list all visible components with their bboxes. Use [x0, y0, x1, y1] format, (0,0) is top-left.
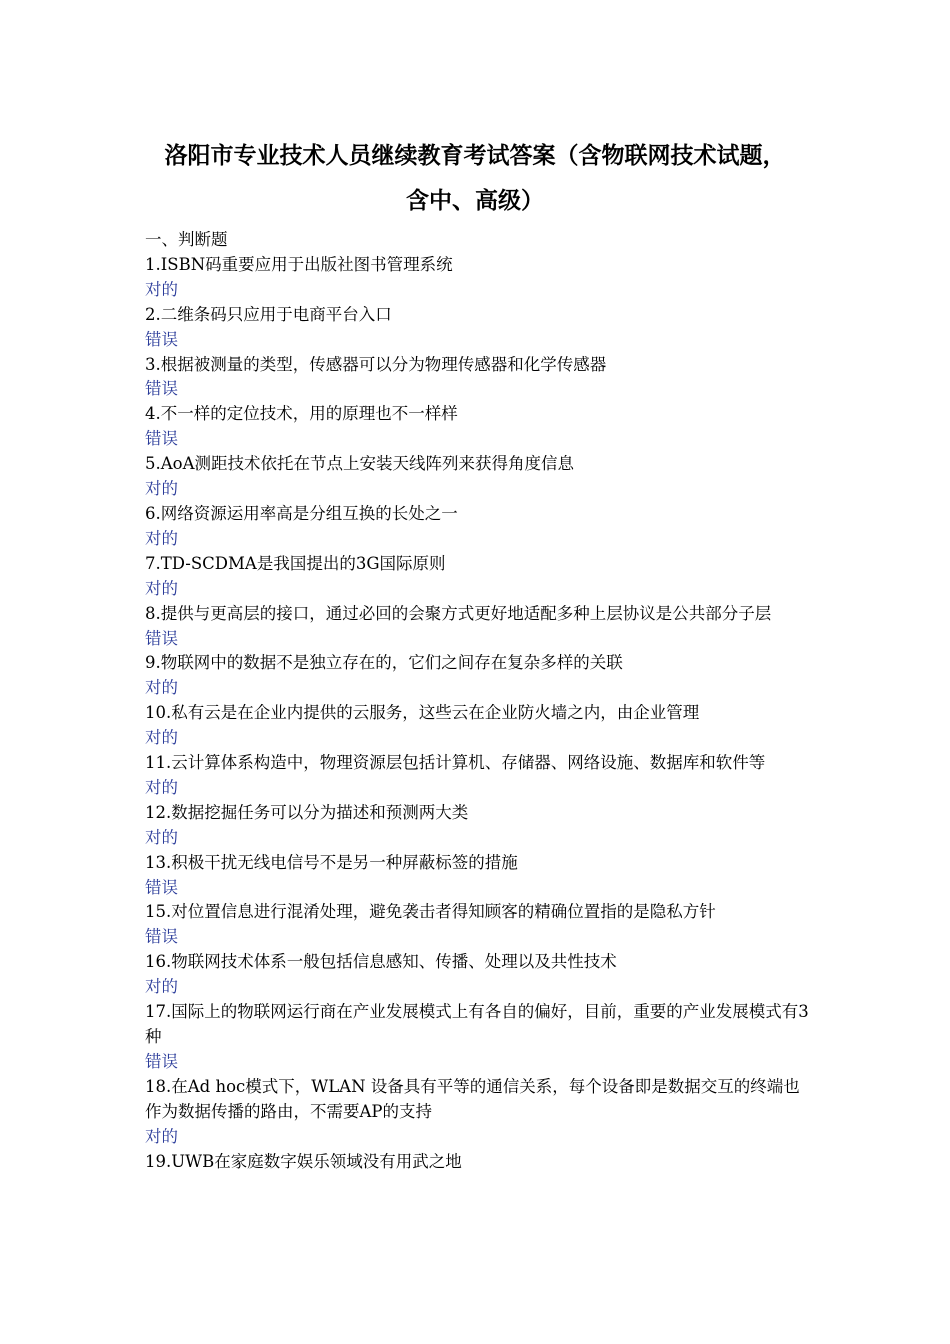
answer-text: 对的: [145, 279, 178, 299]
answer-text: 错误: [145, 628, 178, 648]
question-text: 5.AoA测距技术依托在节点上安装天线阵列来获得角度信息: [145, 454, 575, 474]
answer-text: 对的: [145, 728, 178, 748]
question-text: 9.物联网中的数据不是独立存在的，它们之间存在复杂多样的关联: [145, 653, 623, 673]
question-text: 13.积极干扰无线电信号不是另一种屏蔽标签的措施: [145, 852, 518, 872]
question-text: 4.不一样的定位技术，用的原理也不一样样: [145, 404, 458, 424]
question-text: 2.二维条码只应用于电商平台入口: [145, 304, 392, 324]
answer-text: 对的: [145, 977, 178, 997]
question-text: 6.网络资源运用率高是分组互换的长处之一: [145, 503, 458, 523]
question-text: 7.TD-SCDMA是我国提出的3G国际原则: [145, 553, 446, 573]
answer-text: 对的: [145, 678, 178, 698]
section-heading: 一、判断题: [145, 230, 228, 249]
question-text: 19.UWB在家庭数字娱乐领域没有用武之地: [145, 1151, 462, 1171]
question-text: 10.私有云是在企业内提供的云服务，这些云在企业防火墙之内，由企业管理: [145, 703, 700, 723]
question-list: [145, 228, 810, 1174]
answer-text: 错误: [145, 1051, 178, 1071]
answer-text: 对的: [145, 777, 178, 797]
answer-text: 错误: [145, 877, 178, 897]
answer-text: 对的: [145, 528, 178, 548]
answer-text: 对的: [145, 578, 178, 598]
question-text: 12.数据挖掘任务可以分为描述和预测两大类: [145, 802, 469, 822]
answer-text: 对的: [145, 827, 178, 847]
question-text: 11.云计算体系构造中，物理资源层包括计算机、存储器、网络设施、数据库和软件等: [145, 753, 766, 773]
question-text: 18.在Ad hoc模式下，WLAN 设备具有平等的通信关系，每个设备即是数据交互的终端也作为数据传播的路由，不需要AP的支持: [145, 1076, 800, 1121]
question-text: 3.根据被测量的类型，传感器可以分为物理传感器和化学传感器: [145, 354, 607, 374]
question-text: 17.国际上的物联网运行商在产业发展模式上有各自的偏好，目前，重要的产业发展模式有3种: [145, 1002, 809, 1046]
question-text: 16.物联网技术体系一般包括信息感知、传播、处理以及共性技术: [145, 952, 617, 972]
question-text: 1.ISBN码重要应用于出版社图书管理系统: [145, 254, 453, 274]
page-title-line-1: 洛阳市专业技术人员继续教育考试答案（含物联网技术试题，: [164, 142, 786, 169]
answer-text: 对的: [145, 479, 178, 499]
question-text: 8.提供与更高层的接口，通过必回的会聚方式更好地适配多种上层协议是公共部分子层: [145, 603, 772, 623]
answer-text: 错误: [145, 927, 178, 947]
page-title-line-2: 含中、高级）: [406, 187, 544, 214]
question-text: 15.对位置信息进行混淆处理，避免袭击者得知顾客的精确位置指的是隐私方针: [145, 902, 716, 922]
answer-text: 错误: [145, 429, 178, 449]
answer-text: 对的: [145, 1126, 178, 1146]
answer-text: 错误: [145, 329, 178, 349]
answer-text: 错误: [145, 379, 178, 399]
